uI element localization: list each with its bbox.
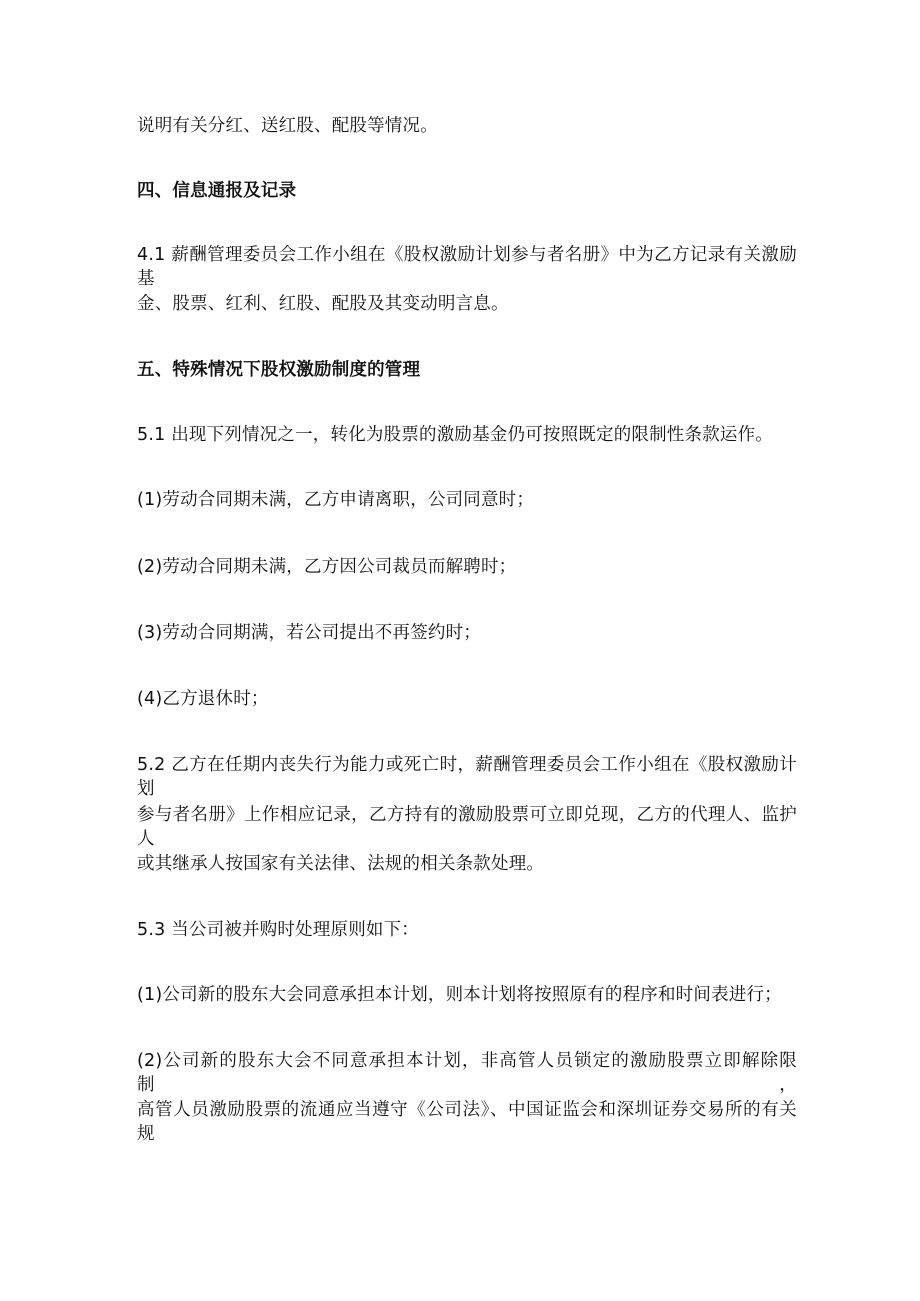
list-item-5-1-3: (3)劳动合同期满，若公司提出不再签约时； xyxy=(137,623,481,643)
clause-5-2-line-3: 或其继承人按国家有关法律、法规的相关条款处理。 xyxy=(137,854,545,874)
paragraph-dividend-note: 说明有关分红、送红股、配股等情况。 xyxy=(137,116,438,136)
list-item-5-3-2-line-1: (2)公司新的股东大会不同意承担本计划，非高管人员锁定的激励股票立即解除限制， xyxy=(137,1051,797,1095)
section-heading-5: 五、特殊情况下股权激励制度的管理 xyxy=(137,360,421,380)
list-item-5-1-2: (2)劳动合同期未满，乙方因公司裁员而解聘时； xyxy=(137,557,517,577)
section-heading-4: 四、信息通报及记录 xyxy=(137,181,297,201)
list-item-5-1-4: (4)乙方退休时； xyxy=(137,689,269,709)
list-item-5-1-1: (1)劳动合同期未满，乙方申请离职，公司同意时； xyxy=(137,490,535,510)
list-item-5-3-2-line-2: 高管人员激励股票的流通应当遵守《公司法》、中国证监会和深圳证券交易所的有关规 xyxy=(137,1100,797,1144)
clause-5-3: 5.3 当公司被并购时处理原则如下： xyxy=(137,920,419,940)
clause-4-1-line-2: 金、股票、红利、红股、配股及其变动明言息。 xyxy=(137,294,509,314)
clause-5-2-line-2: 参与者名册》上作相应记录，乙方持有的激励股票可立即兑现，乙方的代理人、监护人 xyxy=(137,805,797,849)
list-item-5-3-1: (1)公司新的股东大会同意承担本计划，则本计划将按照原有的程序和时间表进行； xyxy=(137,985,782,1005)
clause-5-2-line-1: 5.2 乙方在任期内丧失行为能力或死亡时，薪酬管理委员会工作小组在《股权激励计划 xyxy=(137,755,797,799)
clause-4-1-line-1: 4.1 薪酬管理委员会工作小组在《股权激励计划参与者名册》中为乙方记录有关激励基 xyxy=(137,245,797,289)
clause-5-1: 5.1 出现下列情况之一，转化为股票的激励基金仍可按照既定的限制性条款运作。 xyxy=(137,425,773,445)
